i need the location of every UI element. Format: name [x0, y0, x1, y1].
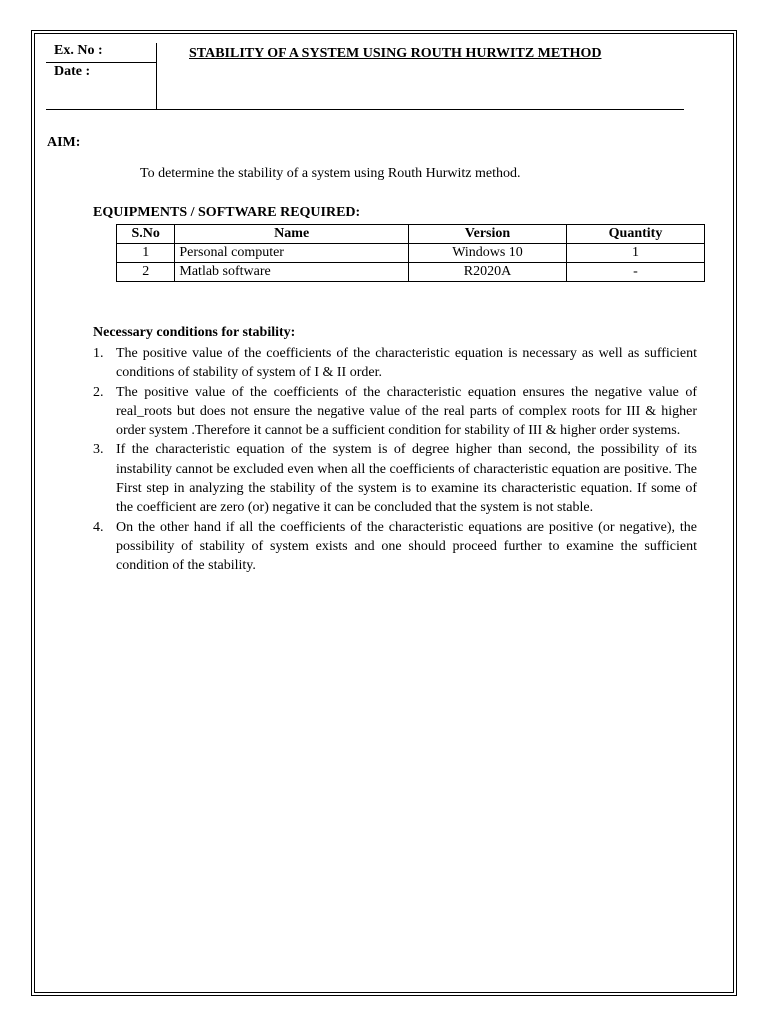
conditions-list — [93, 344, 697, 576]
list-item-number: 1. — [93, 346, 104, 361]
cell-sno: 1 — [117, 244, 175, 263]
header-divider-vertical — [156, 43, 157, 110]
list-item-text: The positive value of the coefficients of the characteristic equation is necessary as well as sufficient conditions of stability of system of I & II order. — [116, 346, 697, 381]
aim-text: To determine the stability of a system using Routh Hurwitz method. — [140, 166, 521, 181]
cell-version: R2020A — [408, 263, 566, 282]
aim-heading: AIM: — [47, 135, 81, 150]
list-item-number: 3. — [93, 442, 104, 458]
date-label: Date : — [54, 64, 91, 79]
table-header-row — [117, 225, 705, 244]
conditions-heading: Necessary conditions for stability: — [93, 325, 296, 340]
list-item — [93, 518, 697, 576]
list-item-text: On the other hand if all the coefficients of the characteristic equations are positive (or negative), the possibility of stability of system exists and one should proceed further to examine the sufficient condition of the stability. — [116, 519, 697, 574]
header-box — [46, 43, 684, 110]
list-item-number: 4. — [93, 519, 104, 535]
exno-label: Ex. No : — [54, 43, 103, 58]
equipment-heading: EQUIPMENTS / SOFTWARE REQUIRED: — [93, 205, 361, 220]
cell-name: Personal computer — [175, 244, 409, 263]
header-divider-bottom — [46, 109, 684, 110]
list-item — [93, 344, 697, 383]
cell-name: Matlab software — [175, 263, 409, 282]
list-item-number: 2. — [93, 384, 104, 400]
cell-quantity: 1 — [567, 244, 705, 263]
column-header-name: Name — [175, 225, 409, 244]
table-row — [117, 263, 705, 282]
page-title: STABILITY OF A SYSTEM USING ROUTH HURWITZ METHOD — [189, 46, 602, 61]
cell-quantity: - — [567, 263, 705, 282]
equipment-table — [116, 224, 705, 282]
list-item — [93, 440, 697, 517]
table-row — [117, 244, 705, 263]
list-item-text: The positive value of the coefficients of the characteristic equation ensures the negative value of real_roots but does not ensure the negative value of the real parts of complex roots for III & higher order system .Therefore it cannot be a sufficient condition for stability of III & higher order systems. — [116, 384, 697, 439]
cell-version: Windows 10 — [408, 244, 566, 263]
column-header-quantity: Quantity — [567, 225, 705, 244]
list-item — [93, 383, 697, 441]
cell-sno: 2 — [117, 263, 175, 282]
column-header-sno: S.No — [117, 225, 175, 244]
list-item-text: If the characteristic equation of the system is of degree higher than second, the possibility of its instability cannot be excluded even when all the coefficients of characteristic equation are positive. The First step in analyzing the stability of the system is to examine its characteristic equation. If some of the coefficient are zero (or) negative it can be concluded that the system is not stable. — [116, 442, 697, 516]
column-header-version: Version — [408, 225, 566, 244]
header-divider-middle — [46, 62, 156, 63]
